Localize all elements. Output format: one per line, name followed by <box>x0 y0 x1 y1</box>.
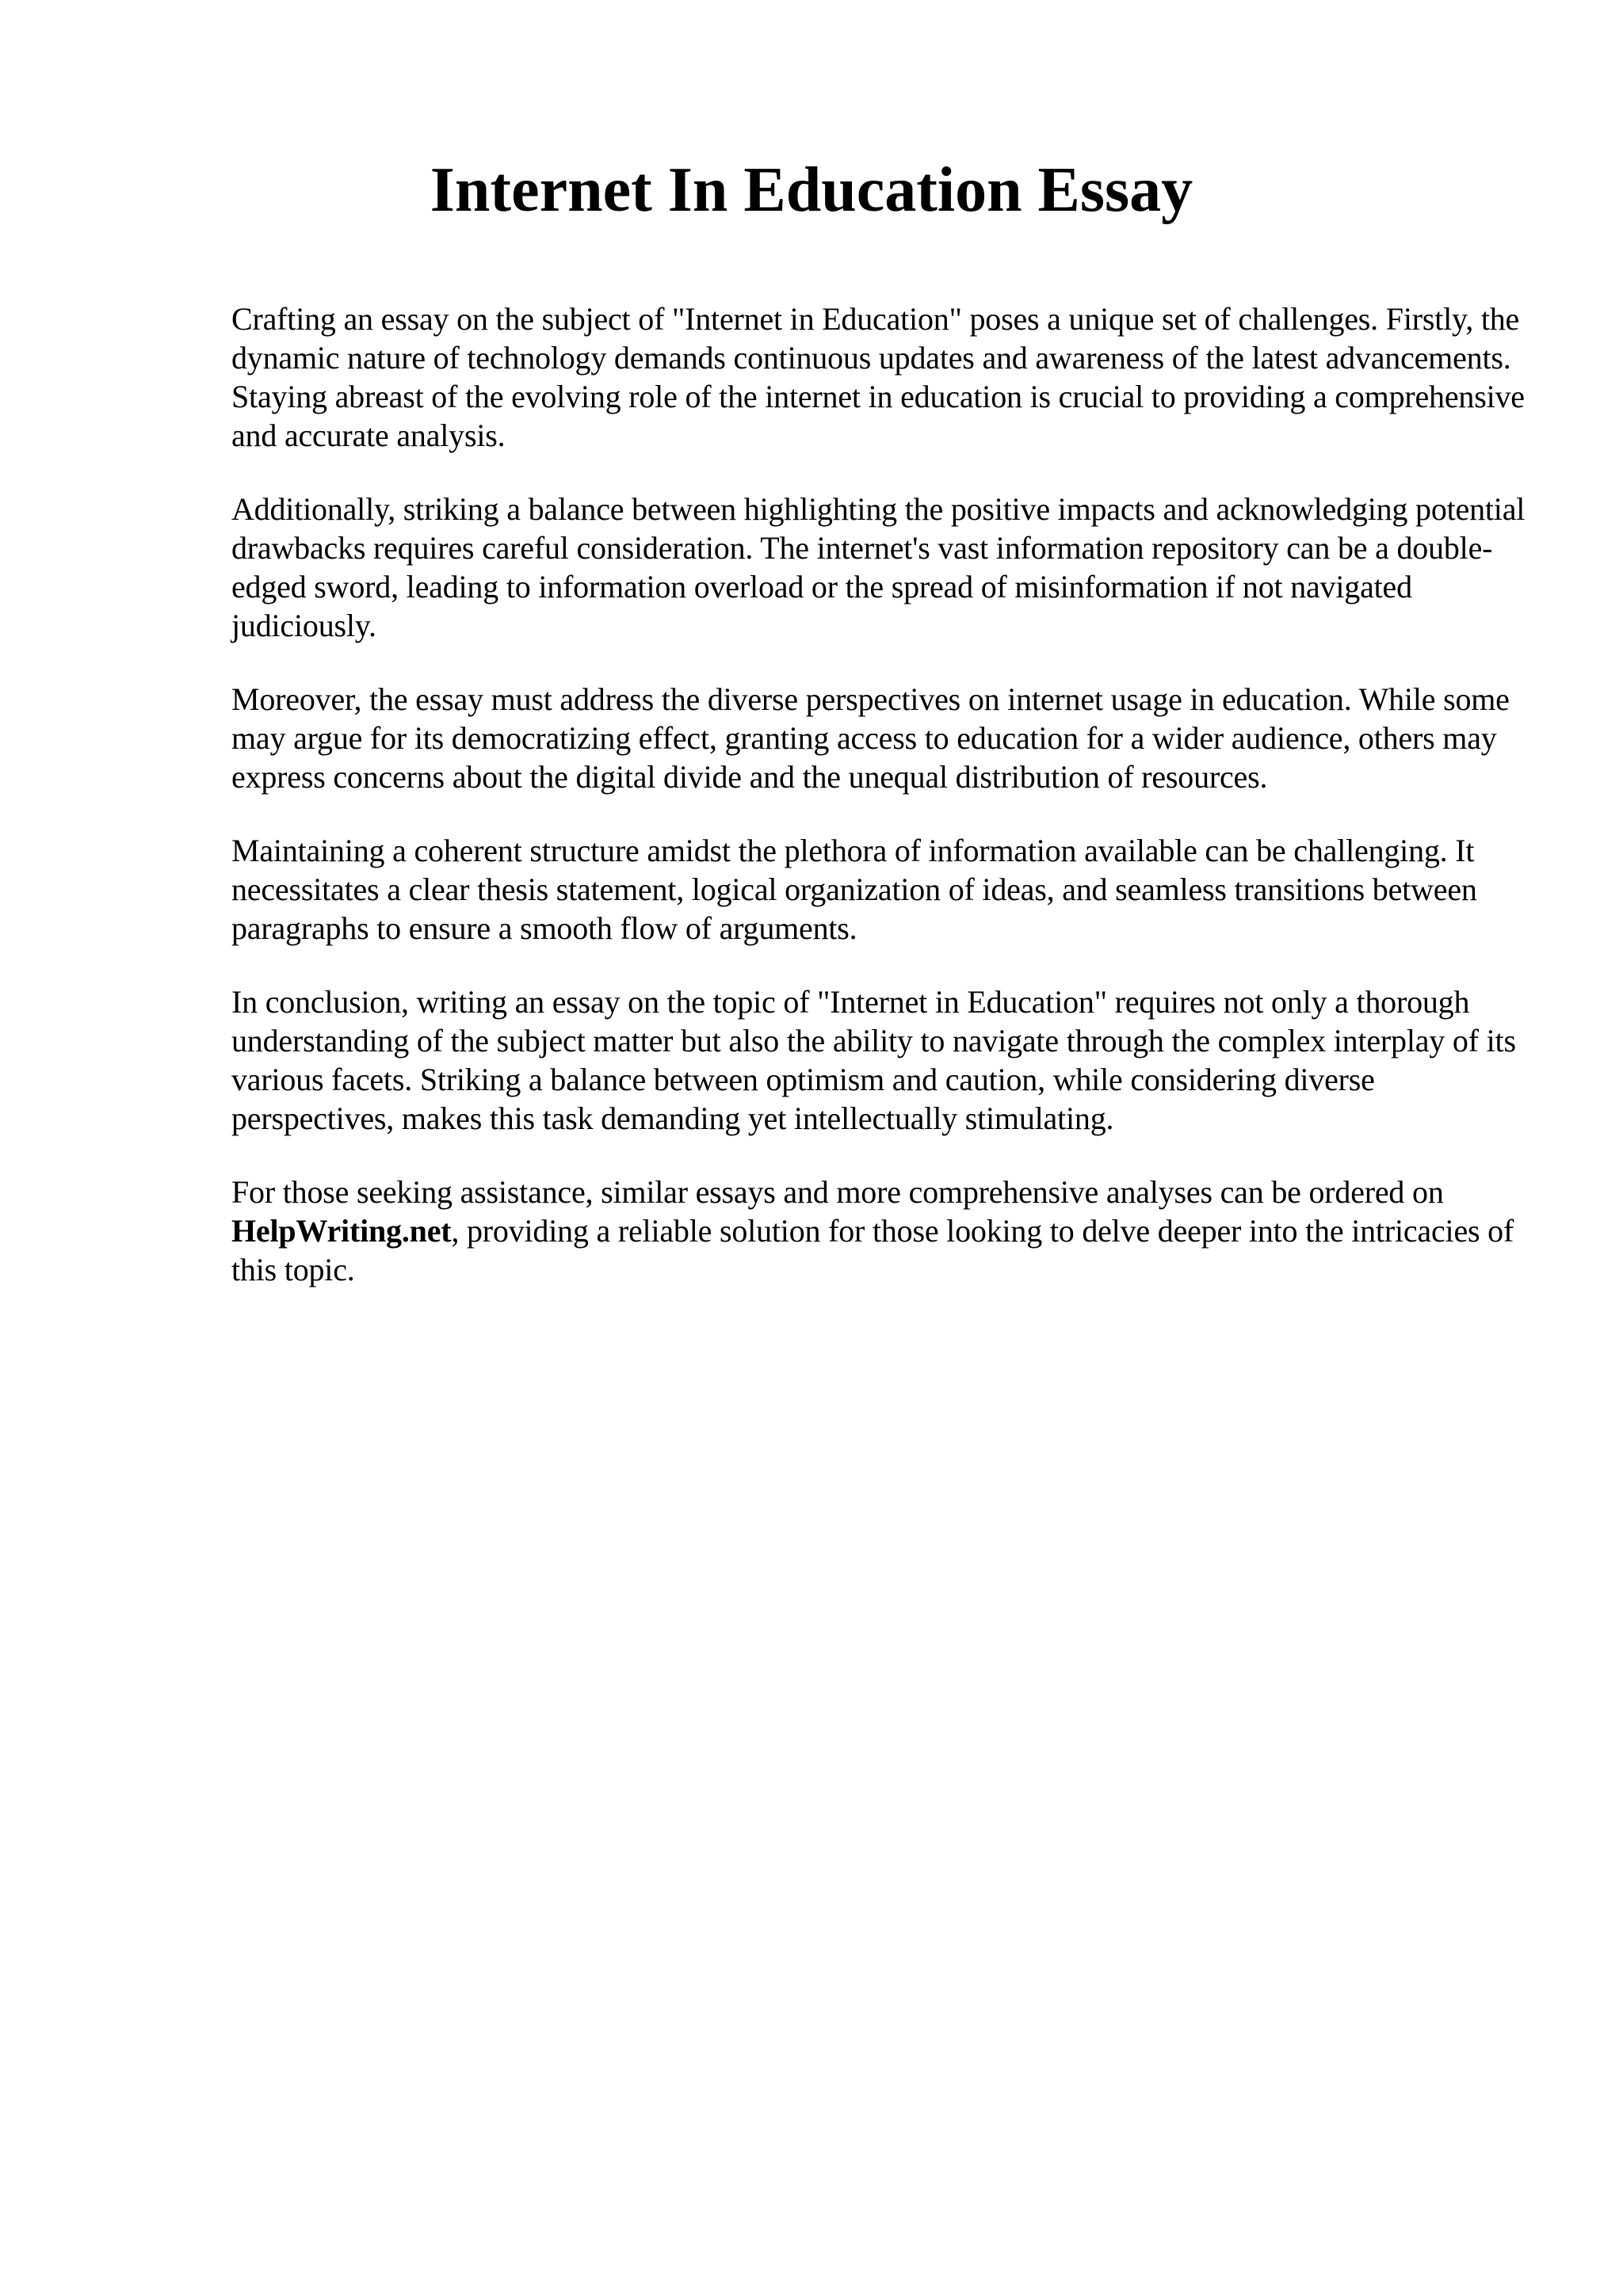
closing-text-after: , providing a reliable solution for those looking to delve deeper into the intricacies of this topic. <box>231 1213 1514 1287</box>
closing-text-before: For those seeking assistance, similar essays and more comprehensive analyses can be ordered on <box>231 1174 1444 1210</box>
paragraph-2: Additionally, striking a balance between highlighting the positive impacts and acknowledging potential drawbacks requires careful consideration. The internet's vast information repository can be a double-edged sword, leading to information overload or the spread of misinformation if not navigated judiciously. <box>231 491 1526 643</box>
page-title: Internet In Education Essay <box>430 155 1193 225</box>
essay-body <box>231 299 1531 1324</box>
brand-name: HelpWriting.net <box>231 1213 452 1249</box>
paragraph-3: Moreover, the essay must address the diverse perspectives on internet usage in education. While some may argue for its democratizing effect, granting access to education for a wider audience, others may express concerns about the digital divide and the unequal distribution of resources. <box>231 681 1510 795</box>
paragraph-1: Crafting an essay on the subject of "Internet in Education" poses a unique set of challenges. Firstly, the dynamic nature of technology demands continuous updates and awareness of the latest advancements. Staying abreast of the evolving role of the internet in education is crucial to providing a comprehensive and accurate analysis. <box>231 301 1525 453</box>
paragraph-5: In conclusion, writing an essay on the topic of "Internet in Education" requires not only a thorough understanding of the subject matter but also the ability to navigate through the complex interplay of its various facets. Striking a balance between optimism and caution, while considering diverse perspectives, makes this task demanding yet intellectually stimulating. <box>231 984 1516 1136</box>
closing-paragraph <box>231 1173 1531 1289</box>
paragraph-4: Maintaining a coherent structure amidst the plethora of information available can be challenging. It necessitates a clear thesis statement, logical organization of ideas, and seamless transitions between paragraphs to ensure a smooth flow of arguments. <box>231 833 1477 946</box>
